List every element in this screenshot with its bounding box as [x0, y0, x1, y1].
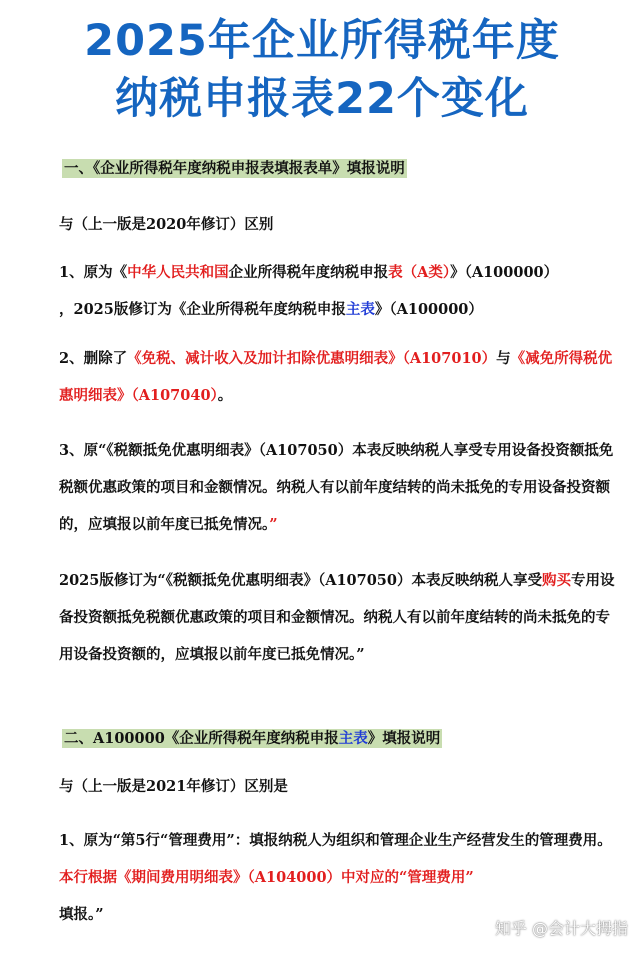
section-2-diff: 与（上一版是2021年修订）区别是: [59, 778, 288, 795]
s1i2-b: 《免税、减计收入及加计扣除优惠明细表》（A107010）: [127, 350, 497, 367]
section-1-item-2: [59, 340, 619, 414]
s2i1-a: 1、原为“第5行“管理费用”：填报纳税人为组织和管理企业生产经营发生的管理费用。: [59, 832, 612, 849]
s1i3-quote: ”: [269, 516, 278, 533]
s1i3r-c: 专用设备投资额抵免税额优惠政策的项目和金额情况。纳税人有以前年度结转的尚未抵免的专用设备投资额的，应填报以前年度已抵免情况。”: [59, 572, 615, 663]
s1i1-e: 》（A100000）: [450, 264, 559, 281]
s1i1-f: ，2025版修订为《企业所得税年度纳税申报: [59, 301, 346, 318]
section-1-diff: 与（上一版是2020年修订）区别: [59, 216, 274, 233]
page-title: [0, 12, 644, 128]
section-1-item-3-revised: [59, 562, 619, 673]
s2h-a: 二、A100000《企业所得税年度纳税申报: [64, 730, 339, 747]
watermark: 知乎 @会计大拇指: [494, 919, 628, 938]
s1i2-c: 与: [496, 350, 511, 367]
s1i3-text: 3、原“《税额抵免优惠明细表》（A107050）本表反映纳税人享受专用设备投资额抵免税额优惠政策的项目和金额情况。纳税人有以前年度结转的尚未抵免的专用设备投资额的，应填报以前年度已抵免情况。: [59, 442, 614, 533]
title-line-1: 2025年企业所得税年度: [84, 16, 560, 66]
s1i1-g: 主表: [345, 301, 375, 318]
s1i3r-b: 购买: [541, 572, 571, 589]
s2h-b: 主表: [338, 730, 368, 747]
s2i1-c: 填报。”: [59, 906, 104, 923]
section-1-item-3: [59, 432, 619, 543]
section-1-item-1: [59, 254, 619, 328]
s2i1-b: 本行根据《期间费用明细表》（A104000）中对应的“管理费用”: [59, 869, 474, 886]
s1i2-e: 。: [217, 387, 233, 404]
s2h-c: 》填报说明: [367, 730, 441, 747]
s1i1-a: 1、原为《: [59, 264, 128, 281]
s1i1-b: 中华人民共和国: [127, 264, 229, 281]
section-2-heading: [59, 728, 445, 750]
section-1-heading: [59, 158, 410, 180]
s1i1-c: 企业所得税年度纳税申报: [228, 264, 389, 281]
section-1-heading-text: 一、《企业所得税年度纳税申报表填报表单》填报说明: [64, 160, 405, 177]
s1i1-d: 表（A类）: [388, 264, 451, 281]
s1i2-d: 《减免所得税优惠明细表》（A107040）: [59, 350, 613, 404]
section-2-heading-text: [62, 729, 442, 748]
s1i3r-a: 2025版修订为“《税额抵免优惠明细表》（A107050）本表反映纳税人享受: [59, 572, 542, 589]
title-line-2: 纳税申报表22个变化: [115, 74, 529, 124]
s1i1-h: 》（A100000）: [374, 301, 483, 318]
s1i2-a: 2、删除了: [59, 350, 128, 367]
